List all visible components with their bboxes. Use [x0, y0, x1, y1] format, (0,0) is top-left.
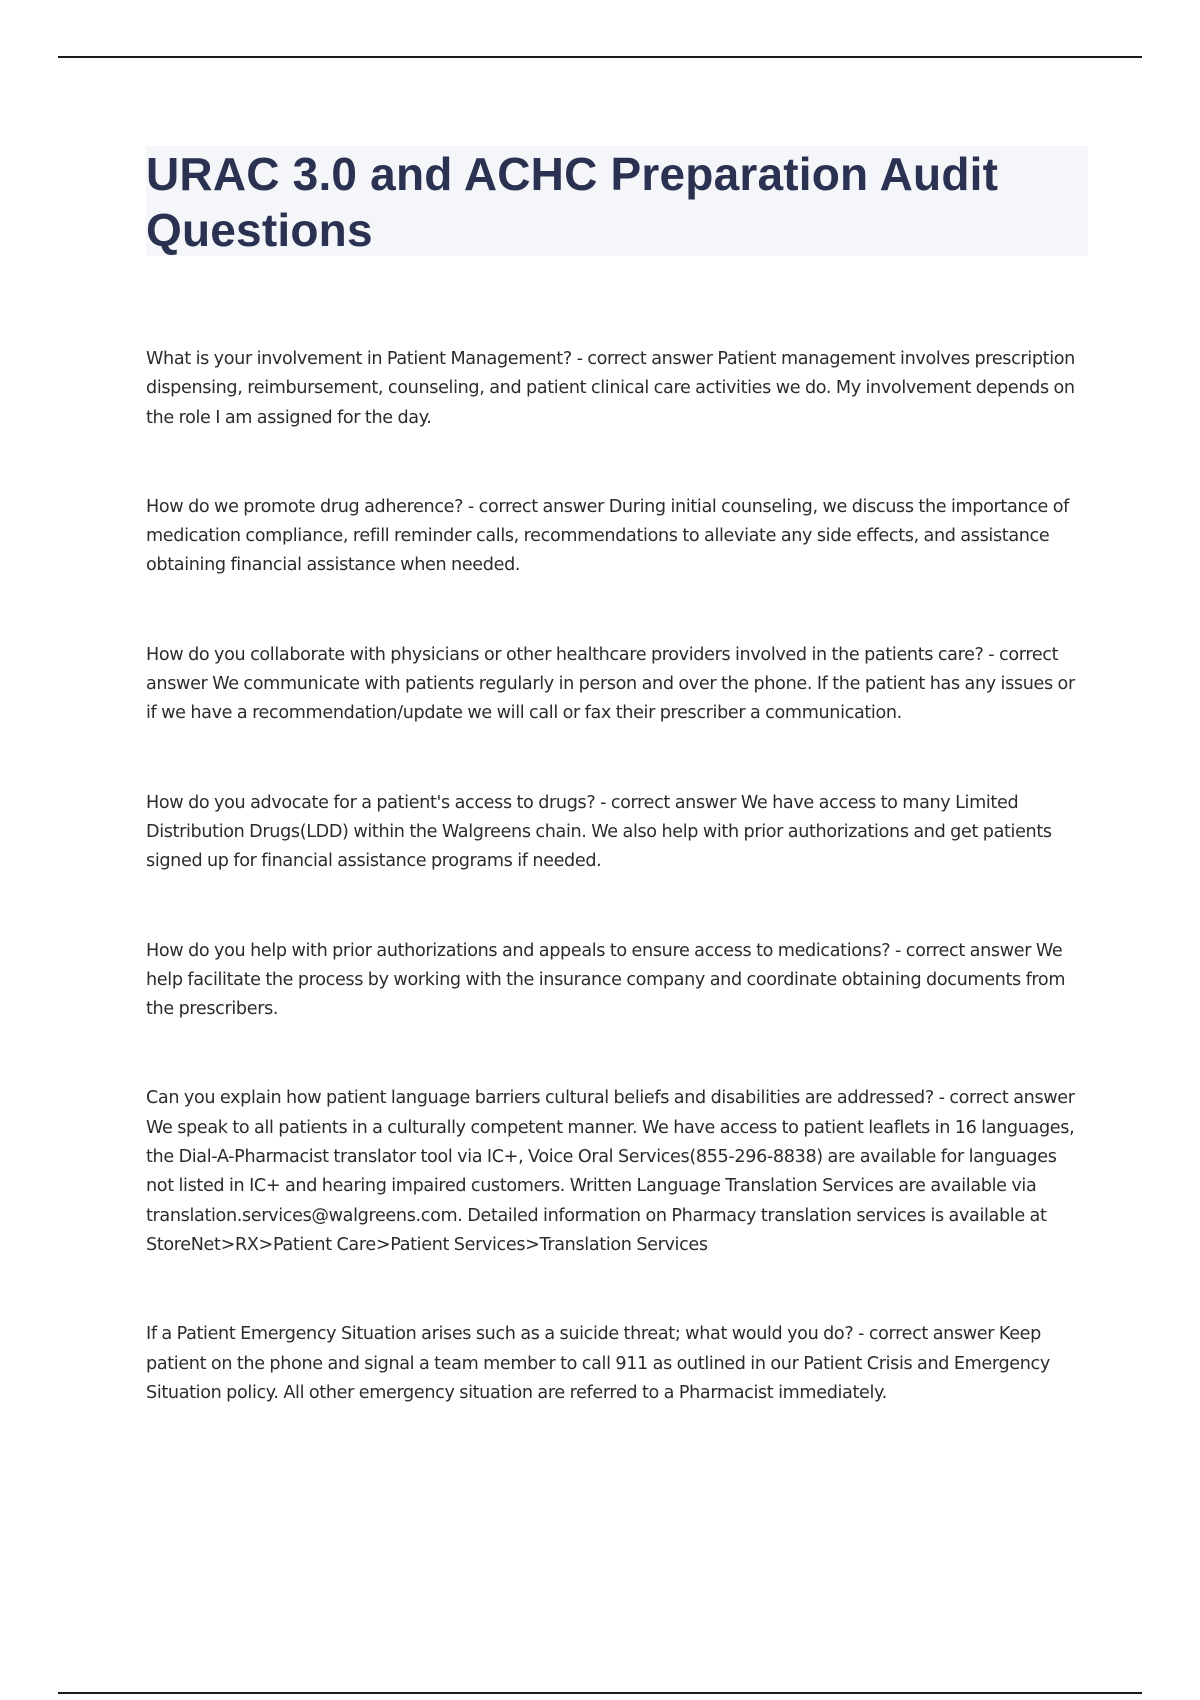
- qa-item: What is your involvement in Patient Management? - correct answer Patient management involves prescription dispensing, reimbursement, counseling, and patient clinical care activities we do. My involvement depends on the role I am assigned for the day.: [146, 349, 1075, 428]
- qa-item: How do you help with prior authorizations and appeals to ensure access to medications? - correct answer We help facilitate the process by working with the insurance company and coordinate obtaining documents from the prescribers.: [146, 940, 1066, 1020]
- title-block: [146, 146, 1088, 256]
- qa-list: [146, 345, 1088, 1408]
- qa-item: How do you collaborate with physicians or other healthcare providers involved in the patients care? - correct answer We communicate with patients regularly in person and over the phone. If the patient has any issues or if we have a recommendation/update we will call or fax their prescriber a communication.: [146, 644, 1075, 724]
- document-title: URAC 3.0 and ACHC Preparation Audit Questions: [146, 148, 999, 256]
- bottom-rule: [58, 1692, 1142, 1694]
- qa-item: How do you advocate for a patient's access to drugs? - correct answer We have access to many Limited Distribution Drugs(LDD) within the Walgreens chain. We also help with prior authorizations and get patients signed up for financial assistance programs if needed.: [146, 792, 1052, 872]
- qa-item: How do we promote drug adherence? - correct answer During initial counseling, we discuss the importance of medication compliance, refill reminder calls, recommendations to alleviate any side effects, and assistance obtaining financial assistance when needed.: [146, 496, 1069, 576]
- qa-item: If a Patient Emergency Situation arises such as a suicide threat; what would you do? - correct answer Keep patient on the phone and signal a team member to call 911 as outlined in our Patient Crisis and Emergency Situation policy. All other emergency situation are referred to a Pharmacist immediately.: [146, 1324, 1050, 1403]
- top-rule: [58, 56, 1142, 58]
- qa-item: Can you explain how patient language barriers cultural beliefs and disabilities are addressed? - correct answer We speak to all patients in a culturally competent manner. We have access to patient leaflets in 16 languages, the Dial-A-Pharmacist translator tool via IC+, Voice Oral Services(855-296-8838) are available for languages not listed in IC+ and hearing impaired customers. Written Language Translation Services are available via translation.services@walgreens.com. Detailed information on Pharmacy translation services is available at StoreNet>RX>Patient Care>Patient Services>Translation Services: [146, 1088, 1075, 1255]
